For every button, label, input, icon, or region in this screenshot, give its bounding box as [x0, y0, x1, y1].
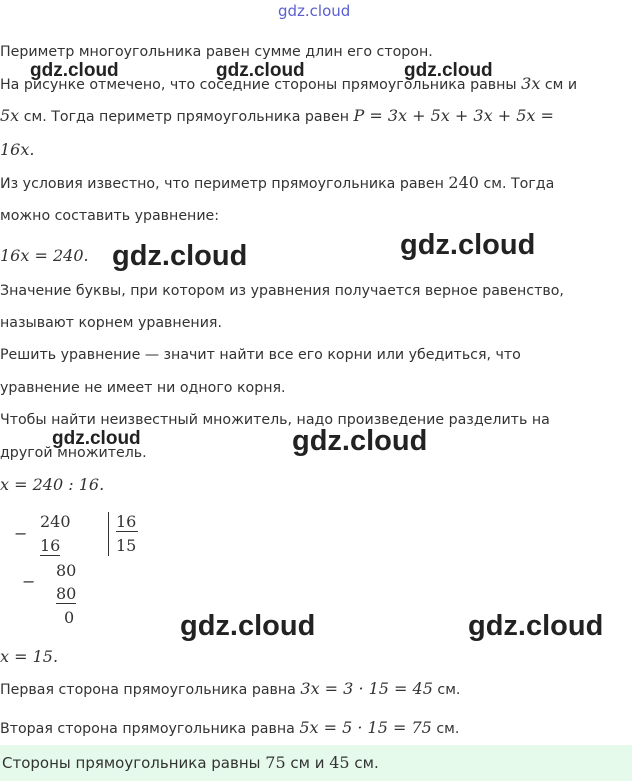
text-line-12: Чтобы найти неизвестный множитель, надо произведение разделить на — [0, 412, 550, 428]
subtrahend-1: 16 — [40, 536, 61, 555]
math-second-side: 5x = 5 · 15 = 75 — [299, 718, 432, 737]
text: Из условия известно, что периметр прямоугольника равен — [0, 176, 449, 192]
watermark: gdz.cloud — [216, 60, 305, 81]
watermark: gdz.cloud — [112, 240, 248, 272]
text: см. — [431, 721, 460, 737]
watermark: gdz.cloud — [292, 425, 428, 457]
text-line-4: 16x. — [0, 140, 35, 159]
text-line-3 — [0, 106, 554, 127]
subtrahend-2: 80 — [56, 584, 77, 603]
text-line-6: можно составить уравнение: — [0, 208, 220, 224]
answer-block — [0, 745, 632, 781]
second-side-line — [0, 718, 459, 739]
watermark: gdz.cloud — [400, 229, 536, 261]
text: см. — [349, 754, 379, 772]
text-line-10: Решить уравнение — значит найти все его корни или убедиться, что — [0, 347, 521, 363]
text: см. Тогда — [478, 176, 555, 192]
math-240: 240 — [448, 173, 479, 192]
math-3x: 3x — [521, 74, 541, 93]
division-bar — [108, 512, 109, 556]
first-side-line — [0, 679, 460, 700]
math-perimeter: P = 3x + 5x + 3x + 5x = — [353, 106, 554, 125]
dividend: 240 — [40, 512, 71, 531]
text-line-9: называют корнем уравнения. — [0, 315, 222, 331]
text: На рисунке отмечено, что соседние стороны прямоугольника равны — [0, 77, 522, 93]
text: см. — [432, 682, 461, 698]
text-line-13: другой множитель. — [0, 445, 147, 461]
text-line-11: уравнение не имеет ни одного корня. — [0, 380, 286, 396]
math-5x: 5x — [0, 106, 20, 125]
equation-line: 16x = 240. — [0, 246, 89, 265]
text: Вторая сторона прямоугольника равна — [0, 721, 300, 737]
watermark-top: gdz.cloud — [278, 2, 351, 20]
answer-75: 75 — [265, 753, 286, 772]
quotient: 15 — [116, 536, 137, 555]
text: см и — [285, 754, 330, 772]
watermark: gdz.cloud — [52, 428, 141, 449]
watermark: gdz.cloud — [468, 610, 604, 642]
answer-text — [2, 753, 379, 772]
minus-sign-1: − — [14, 524, 28, 543]
text: Первая сторона прямоугольника равна — [0, 682, 301, 698]
watermark: gdz.cloud — [30, 60, 119, 81]
text: Стороны прямоугольника равны — [2, 754, 266, 772]
watermark: gdz.cloud — [180, 610, 316, 642]
watermark: gdz.cloud — [404, 60, 493, 81]
minus-sign-2: − — [22, 572, 36, 591]
text: см. Тогда периметр прямоугольника равен — [19, 109, 354, 125]
division-equation: x = 240 : 16. — [0, 475, 105, 494]
text-line-5 — [0, 173, 554, 194]
answer-45: 45 — [329, 753, 350, 772]
result-line: x = 15. — [0, 647, 59, 666]
remainder-final: 0 — [64, 608, 75, 627]
text-line-1: Периметр многоугольника равен сумме длин его сторон. — [0, 44, 433, 60]
divisor: 16 — [116, 512, 137, 531]
text-line-8: Значение буквы, при котором из уравнения получается верное равенство, — [0, 283, 564, 299]
remainder-1: 80 — [56, 561, 77, 580]
math-first-side: 3x = 3 · 15 = 45 — [300, 679, 433, 698]
text: см и — [540, 77, 578, 93]
